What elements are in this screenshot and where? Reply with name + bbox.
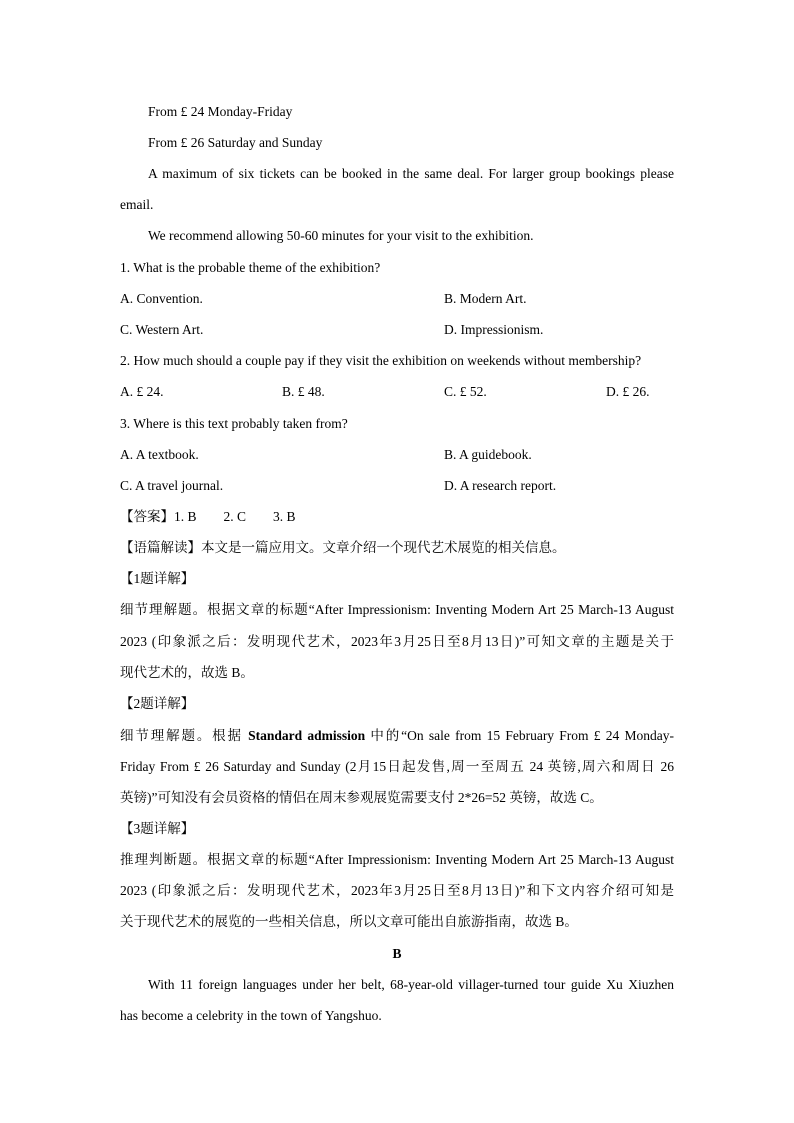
visit-duration-note: We recommend allowing 50-60 minutes for your visit to the exhibition.: [148, 228, 534, 243]
explanation-2-line: 英镑)”可知没有会员资格的情侣在周末参观展览需要支付 2*26=52 英镑，故选 C。: [120, 790, 603, 805]
standard-admission-term: Standard admission: [248, 728, 366, 743]
question-3-option-d: D. A research report.: [444, 478, 557, 493]
explanation-2-prefix: 细节理解题。根据: [120, 728, 249, 743]
booking-note-line1: A maximum of six tickets can be booked in the same deal. For larger group bookings please: [148, 166, 674, 181]
section-b-paragraph-line1: With 11 foreign languages under her belt, 68-year-old villager-turned tour guide Xu Xiuzhen: [148, 977, 674, 992]
question-1-option-d: D. Impressionism.: [444, 322, 544, 337]
question-2-option-c: C. £ 52.: [444, 384, 487, 399]
question-2-option-d: D. £ 26.: [606, 384, 650, 399]
question-3-option-c: C. A travel journal.: [120, 478, 224, 493]
price-weekday: From £ 24 Monday-Friday: [148, 104, 293, 119]
question-3-stem: 3. Where is this text probably taken from?: [120, 416, 348, 431]
explanation-3-line: 2023 (印象派之后：发明现代艺术，2023年3月25日至8月13日)”和下文内容介绍可知是: [120, 883, 674, 898]
question-2-option-b: B. £ 48.: [282, 384, 325, 399]
explanation-3-line: 关于现代艺术的展览的一些相关信息，所以文章可能出自旅游指南，故选 B。: [120, 914, 578, 929]
explanation-1-line: 现代艺术的，故选 B。: [120, 665, 254, 680]
question-3-option-a: A. A textbook.: [120, 447, 199, 462]
question-1-stem: 1. What is the probable theme of the exhibition?: [120, 260, 381, 275]
explanation-3-heading: 【3题详解】: [120, 821, 195, 836]
explanation-1-line: 2023 (印象派之后：发明现代艺术，2023年3月25日至8月13日)”可知文章的主题是关于: [120, 634, 674, 649]
explanation-1-heading: 【1题详解】: [120, 571, 195, 586]
question-2-option-a: A. £ 24.: [120, 384, 164, 399]
section-b-paragraph-line2: has become a celebrity in the town of Yangshuo.: [120, 1008, 382, 1023]
section-b-heading: B: [392, 946, 402, 961]
explanation-2-line: Friday From £ 26 Saturday and Sunday (2月15日起发售,周一至周五 24 英镑,周六和周日 26: [120, 759, 674, 774]
question-3-option-b: B. A guidebook.: [444, 447, 532, 462]
question-1-option-b: B. Modern Art.: [444, 291, 527, 306]
question-1-option-c: C. Western Art.: [120, 322, 204, 337]
explanation-2-heading: 【2题详解】: [120, 696, 195, 711]
booking-note-line2: email.: [120, 197, 154, 212]
question-1-option-a: A. Convention.: [120, 291, 203, 306]
price-weekend: From £ 26 Saturday and Sunday: [148, 135, 323, 150]
explanation-2-line: [120, 726, 674, 746]
passage-interpretation: 【语篇解读】本文是一篇应用文。文章介绍一个现代艺术展览的相关信息。: [120, 540, 566, 555]
explanation-2-suffix: 中的“On sale from 15 February From £ 24 Monday-: [365, 728, 675, 743]
answer-key: 【答案】1. B 2. C 3. B: [120, 509, 296, 524]
explanation-1-line: 细节理解题。根据文章的标题“After Impressionism: Inventing Modern Art 25 March-13 August: [120, 602, 674, 617]
explanation-3-line: 推理判断题。根据文章的标题“After Impressionism: Inventing Modern Art 25 March-13 August: [120, 852, 674, 867]
question-2-stem: 2. How much should a couple pay if they visit the exhibition on weekends without membership?: [120, 353, 642, 368]
